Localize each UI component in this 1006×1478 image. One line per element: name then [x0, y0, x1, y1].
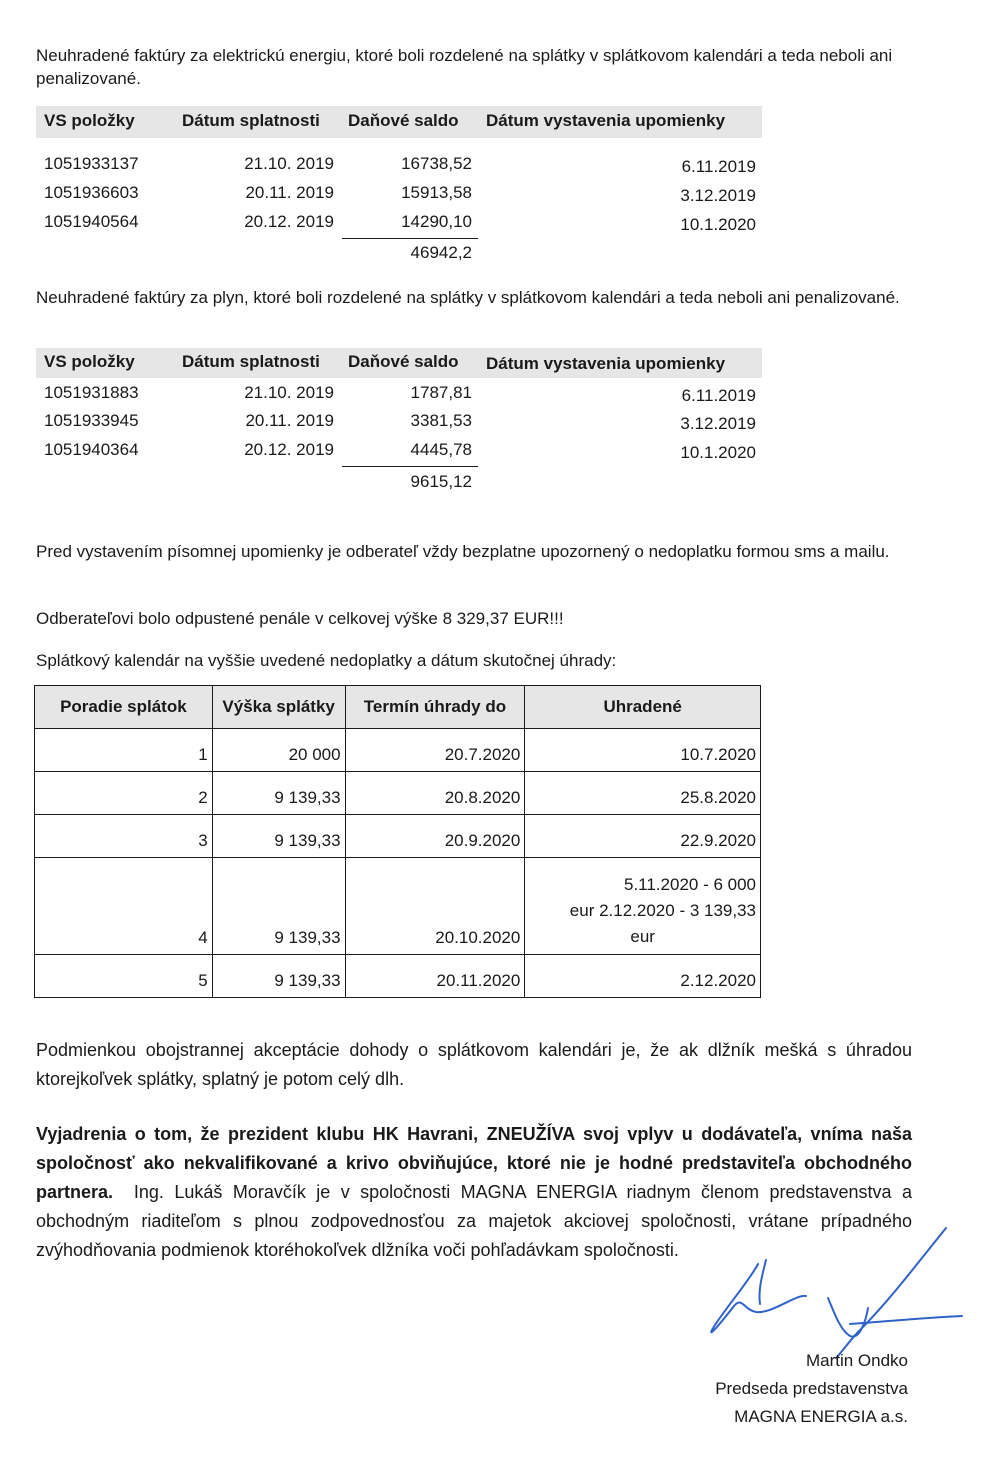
- due-cell: 20.11. 2019: [245, 183, 334, 202]
- reminder-cell: 3.12.2019: [680, 414, 756, 433]
- table-row: [35, 858, 761, 955]
- sum-divider: [342, 238, 478, 239]
- gas-total: 9615,12: [410, 472, 472, 491]
- statement-rest: Ing. Lukáš Moravčík je v spoločnosti MAGNA ENERGIA riadnym členom predstavenstva a obchodným riaditeľom s plnou zodpovednosťou za majetok akciovej spoločnosti, vrátane prípadného zvýhodňovania podmienok ktoréhokoľvek dlžníka voči pohľadávkam spoločnosti.: [36, 1182, 912, 1260]
- signature-block: [715, 1347, 908, 1431]
- reminder-cell: 6.11.2019: [681, 386, 756, 405]
- order-cell: 5: [35, 955, 213, 998]
- table-row: [35, 729, 761, 772]
- amount-cell: 9 139,33: [212, 858, 345, 955]
- header-amount: Výška splátky: [212, 686, 345, 729]
- penalty-text: Odberateľovi bolo odpustené penále v celkovej výške 8 329,37 EUR!!!: [36, 609, 564, 628]
- amount-cell: 20 000: [212, 729, 345, 772]
- deadline-cell: 20.11.2020: [345, 955, 525, 998]
- due-cell: 20.12. 2019: [244, 440, 334, 459]
- electricity-intro: Neuhradené faktúry za elektrickú energiu, ktoré boli rozdelené na splátky v splátkovom kalendári a teda neboli ani penalizované.: [36, 46, 893, 88]
- reminder-cell: 6.11.2019: [681, 157, 756, 176]
- reminder-cell: 10.1.2020: [680, 215, 756, 234]
- header-vs: VS položky: [44, 352, 135, 371]
- paid-line: eur 2.12.2020 - 3 139,33: [569, 901, 756, 920]
- saldo-cell: 16738,52: [401, 154, 472, 173]
- table-row: [36, 440, 756, 468]
- table-row: [35, 815, 761, 858]
- reminder-cell: 3.12.2019: [680, 186, 756, 205]
- header-deadline: Termín úhrady do: [345, 686, 525, 729]
- saldo-cell: 15913,58: [401, 183, 472, 202]
- vs-cell: 1051940364: [44, 440, 139, 459]
- saldo-cell: 1787,81: [410, 383, 472, 402]
- header-reminder: Dátum vystavenia upomienky: [486, 354, 726, 373]
- header-due: Dátum splatnosti: [182, 352, 320, 371]
- header-vs: VS položky: [44, 111, 135, 130]
- calendar-intro: Splátkový kalendár na vyššie uvedené nedoplatky a dátum skutočnej úhrady:: [36, 651, 617, 670]
- sum-divider: [342, 466, 478, 467]
- table-row: [36, 154, 756, 182]
- gas-table-header: [36, 348, 762, 378]
- calendar-header-row: [35, 686, 761, 729]
- due-cell: 20.11. 2019: [245, 411, 334, 430]
- electricity-table-header: [36, 106, 762, 138]
- signer-name: Martin Ondko: [805, 1351, 908, 1370]
- reminder-cell: 10.1.2020: [680, 443, 756, 462]
- saldo-cell: 4445,78: [410, 440, 472, 459]
- order-cell: 3: [35, 815, 213, 858]
- header-due: Dátum splatnosti: [182, 111, 320, 130]
- saldo-cell: 3381,53: [410, 411, 472, 430]
- paid-cell: 2.12.2020: [525, 955, 761, 998]
- deadline-cell: 20.8.2020: [345, 772, 525, 815]
- electricity-total: 46942,2: [410, 243, 472, 262]
- table-row: [35, 772, 761, 815]
- statement-bold: Vyjadrenia o tom, že prezident klubu HK Havrani, ZNEUŽÍVA svoj vplyv u dodávateľa, vníma naša spoločnosť ako nekvalifikované a krivo obviňujúce, ktoré nie je hodné predstaviteľa obchodného partnera.: [36, 1124, 912, 1202]
- condition-text: Podmienkou obojstrannej akceptácie dohody o splátkovom kalendári je, že ak dlžník mešká s úhradou ktorejkoľvek splátky, splatný je potom celý dlh.: [36, 1040, 912, 1089]
- paid-cell: 25.8.2020: [525, 772, 761, 815]
- handwritten-signature: [700, 1220, 970, 1360]
- paid-cell: [525, 858, 761, 955]
- table-row: [36, 383, 756, 411]
- vs-cell: 1051933945: [44, 411, 139, 430]
- table-row: [36, 212, 756, 240]
- deadline-cell: 20.10.2020: [345, 858, 525, 955]
- table-row: [36, 411, 756, 439]
- deadline-cell: 20.7.2020: [345, 729, 525, 772]
- vs-cell: 1051936603: [44, 183, 139, 202]
- saldo-cell: 14290,10: [401, 212, 472, 231]
- signer-company: MAGNA ENERGIA a.s.: [734, 1407, 908, 1426]
- header-order: Poradie splátok: [35, 686, 213, 729]
- deadline-cell: 20.9.2020: [345, 815, 525, 858]
- due-cell: 20.12. 2019: [244, 212, 334, 231]
- header-reminder: Dátum vystavenia upomienky: [486, 111, 726, 130]
- header-saldo: Daňové saldo: [348, 111, 459, 130]
- order-cell: 2: [35, 772, 213, 815]
- order-cell: 1: [35, 729, 213, 772]
- paid-line: 5.11.2020 - 6 000: [623, 875, 756, 894]
- table-row: [35, 955, 761, 998]
- signer-title: Predseda predstavenstva: [715, 1379, 908, 1398]
- vs-cell: 1051933137: [44, 154, 139, 173]
- due-cell: 21.10. 2019: [244, 154, 334, 173]
- order-cell: 4: [35, 858, 213, 955]
- vs-cell: 1051940564: [44, 212, 139, 231]
- table-row: [36, 183, 756, 211]
- header-paid: Uhradené: [525, 686, 761, 729]
- installment-calendar-table: [34, 685, 761, 998]
- paid-line: eur: [630, 927, 655, 946]
- header-saldo: Daňové saldo: [348, 352, 459, 371]
- gas-intro: Neuhradené faktúry za plyn, ktoré boli rozdelené na splátky v splátkovom kalendári a teda neboli ani penalizované.: [36, 288, 900, 307]
- due-cell: 21.10. 2019: [244, 383, 334, 402]
- vs-cell: 1051931883: [44, 383, 139, 402]
- notice-text: Pred vystavením písomnej upomienky je odberateľ vždy bezplatne upozornený o nedoplatku formou sms a mailu.: [36, 542, 890, 561]
- amount-cell: 9 139,33: [212, 772, 345, 815]
- amount-cell: 9 139,33: [212, 955, 345, 998]
- amount-cell: 9 139,33: [212, 815, 345, 858]
- paid-cell: 10.7.2020: [525, 729, 761, 772]
- paid-cell: 22.9.2020: [525, 815, 761, 858]
